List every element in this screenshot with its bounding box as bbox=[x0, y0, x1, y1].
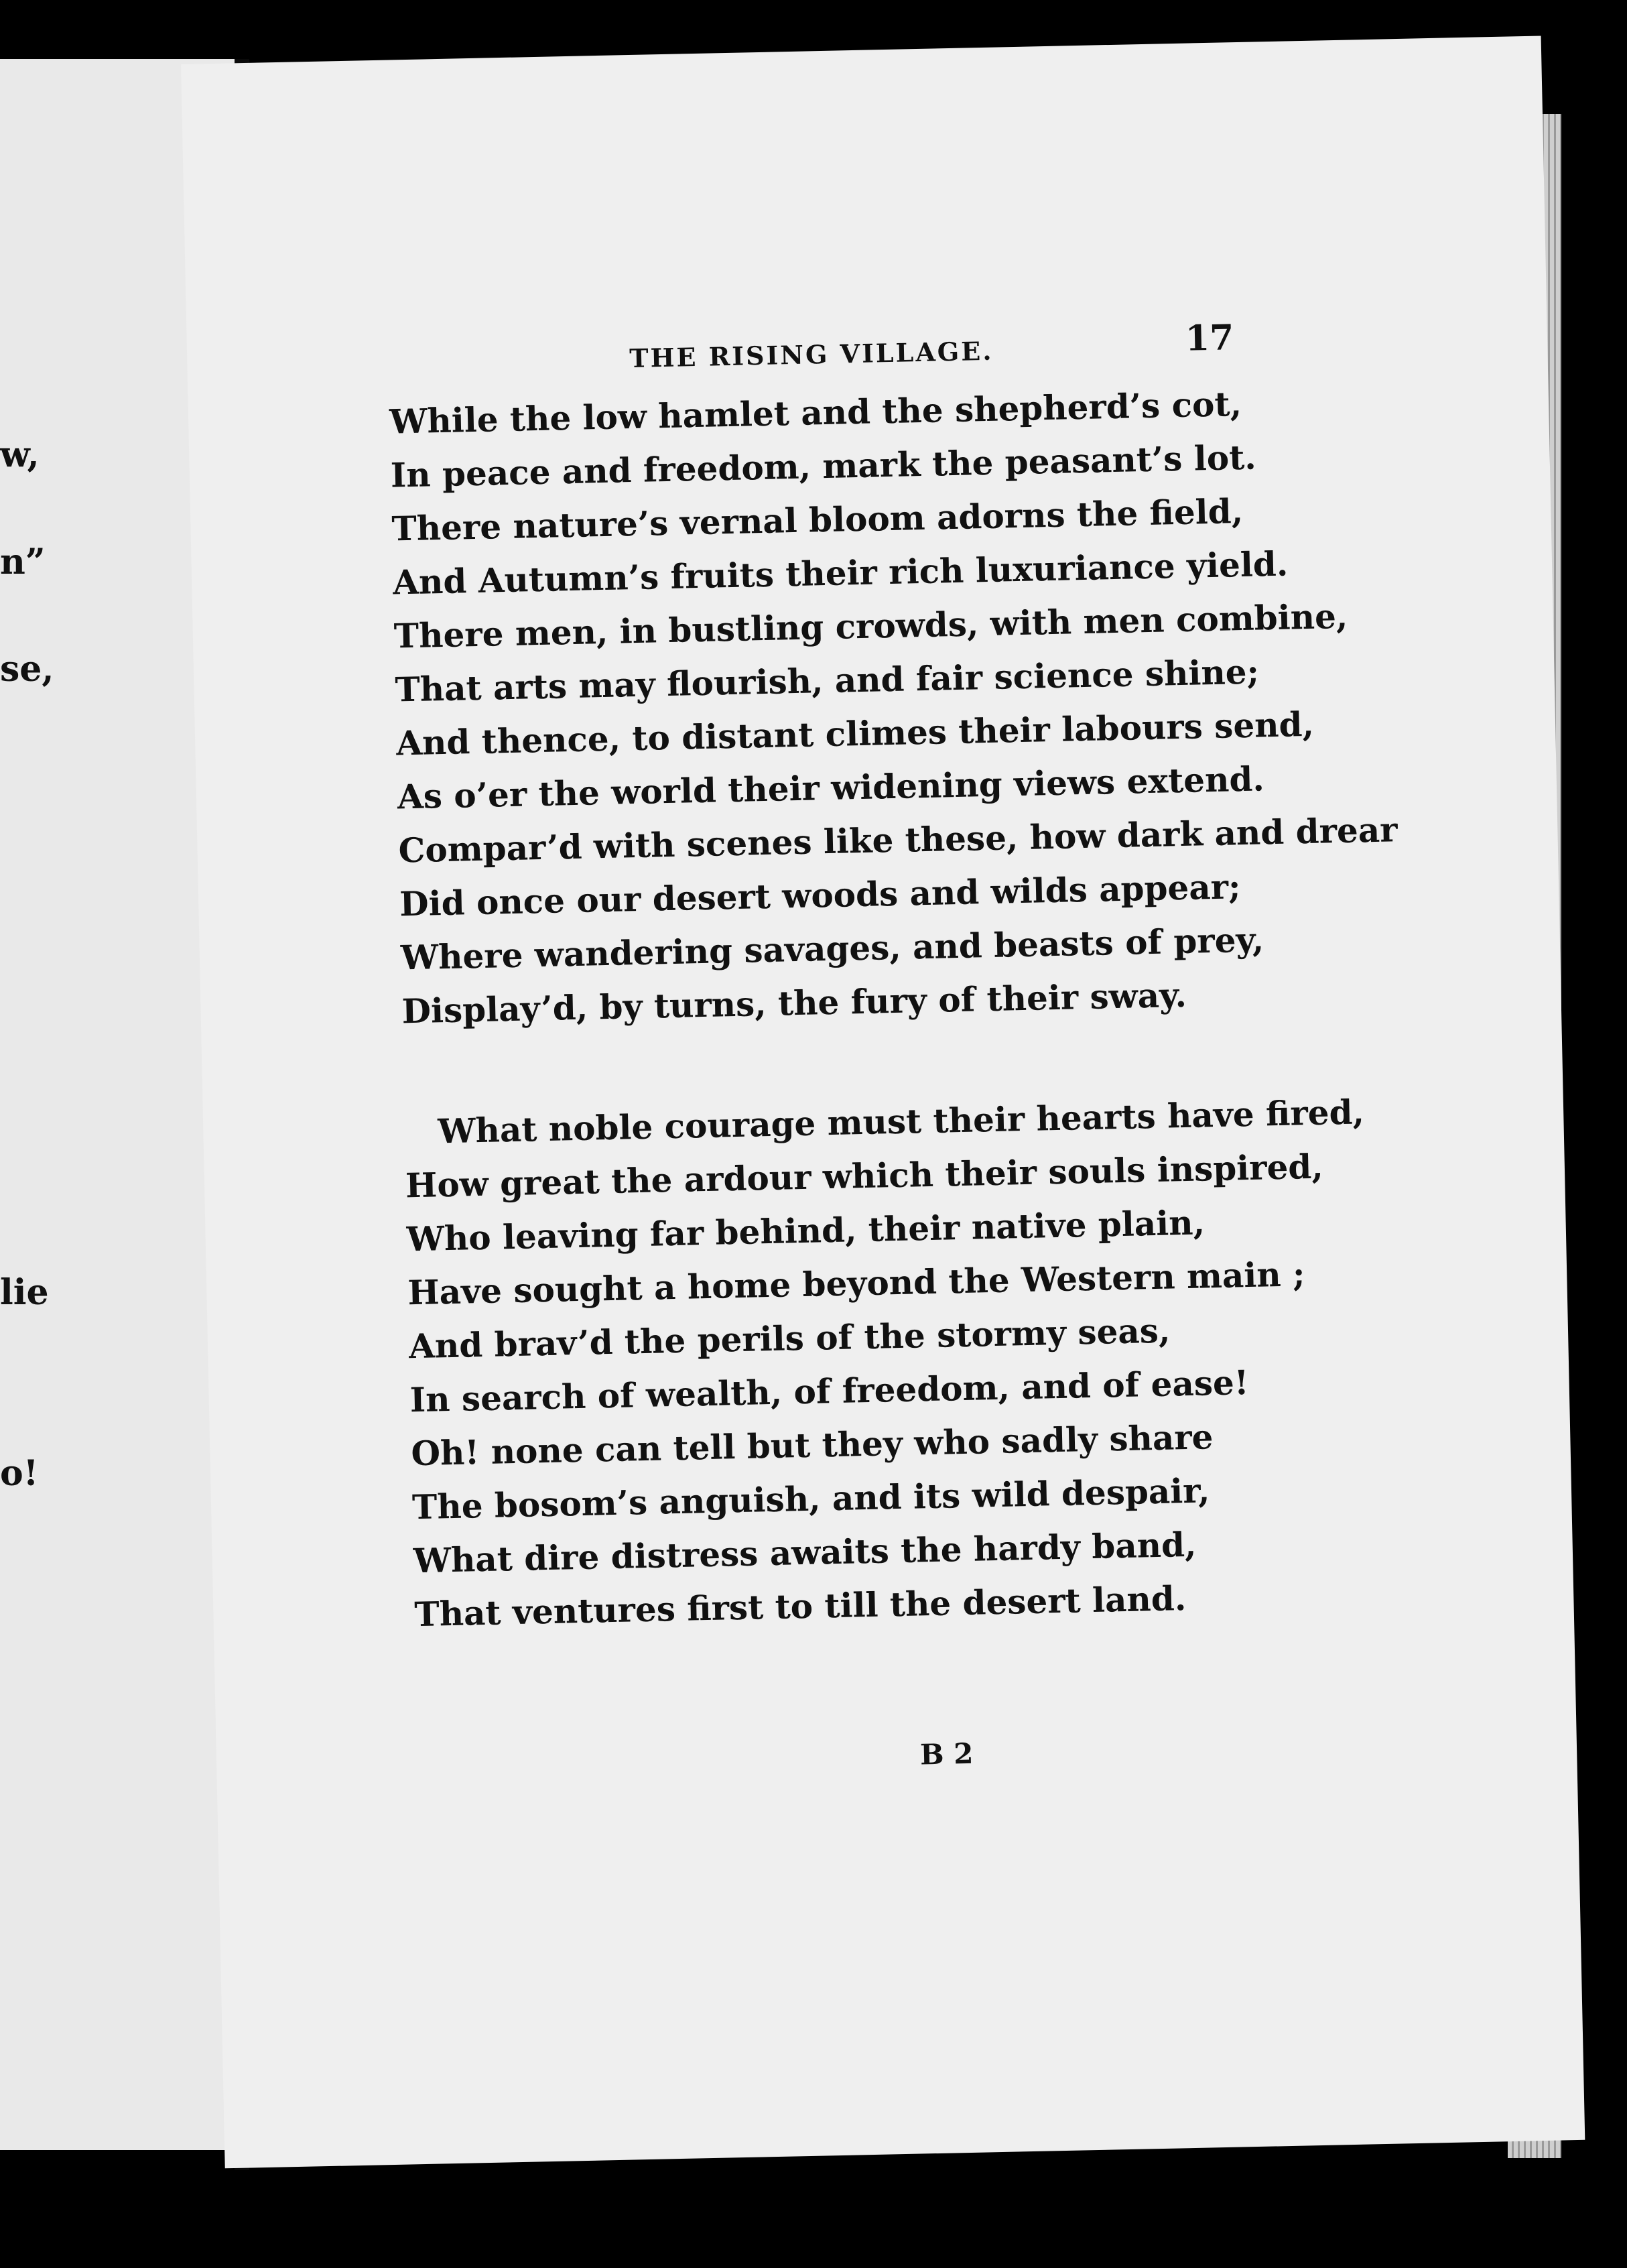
facing-page-fragment: o! bbox=[0, 1453, 39, 1494]
stanza-2 bbox=[404, 1085, 1375, 1641]
page-number: 17 bbox=[1185, 317, 1234, 359]
poem-line: And thence, to distant climes their labours send, bbox=[395, 704, 1315, 763]
stanza-1 bbox=[389, 374, 1401, 1038]
poem-line: What dire distress awaits the hardy band, bbox=[413, 1524, 1197, 1581]
poem-line: That ventures first to till the desert land. bbox=[413, 1578, 1187, 1635]
poem-line: What noble courage must their hearts have fired, bbox=[437, 1092, 1365, 1151]
poem-line: How great the ardour which their souls inspired, bbox=[405, 1146, 1324, 1206]
poem-line: Did once our desert woods and wilds appear; bbox=[399, 867, 1242, 924]
poem-line: And Autumn’s fruits their rich luxuriance yield. bbox=[392, 544, 1289, 603]
poem-line: Display’d, by turns, the fury of their sway. bbox=[401, 974, 1187, 1031]
poem-line: Compar’d with scenes like these, how dark and drear bbox=[398, 810, 1398, 871]
facing-page-fragment: se, bbox=[0, 649, 54, 690]
poem-line: As o’er the world their widening views extend. bbox=[397, 759, 1265, 817]
facing-page-fragment: lie bbox=[0, 1272, 49, 1313]
poem-line: While the low hamlet and the shepherd’s cot, bbox=[389, 383, 1242, 442]
running-head: THE RISING VILLAGE. bbox=[629, 335, 994, 374]
poem-line: Have sought a home beyond the Western main ; bbox=[407, 1254, 1306, 1313]
poem-line: In peace and freedom, mark the peasant’s lot. bbox=[390, 437, 1257, 495]
facing-page-fragment: w, bbox=[0, 434, 40, 475]
poem-line: The bosom’s anguish, and its wild despair, bbox=[411, 1470, 1210, 1527]
poem-line: Oh! none can tell but they who sadly share bbox=[410, 1417, 1214, 1474]
signature-mark: B 2 bbox=[919, 1737, 974, 1771]
poem-line: There men, in bustling crowds, with men combine, bbox=[393, 596, 1348, 656]
book-page bbox=[181, 36, 1585, 2168]
poem-line: In search of wealth, of freedom, and of ease! bbox=[409, 1363, 1250, 1420]
facing-page-fragment: n” bbox=[0, 542, 46, 582]
poem-line: That arts may flourish, and fair science shine; bbox=[394, 651, 1260, 710]
poem-line: Where wandering savages, and beasts of prey, bbox=[400, 920, 1264, 978]
poem-line: Who leaving far behind, their native plain, bbox=[406, 1202, 1206, 1259]
poem-line: And brav’d the perils of the stormy seas, bbox=[408, 1310, 1171, 1367]
poem-line: There nature’s vernal bloom adorns the field, bbox=[391, 491, 1244, 549]
